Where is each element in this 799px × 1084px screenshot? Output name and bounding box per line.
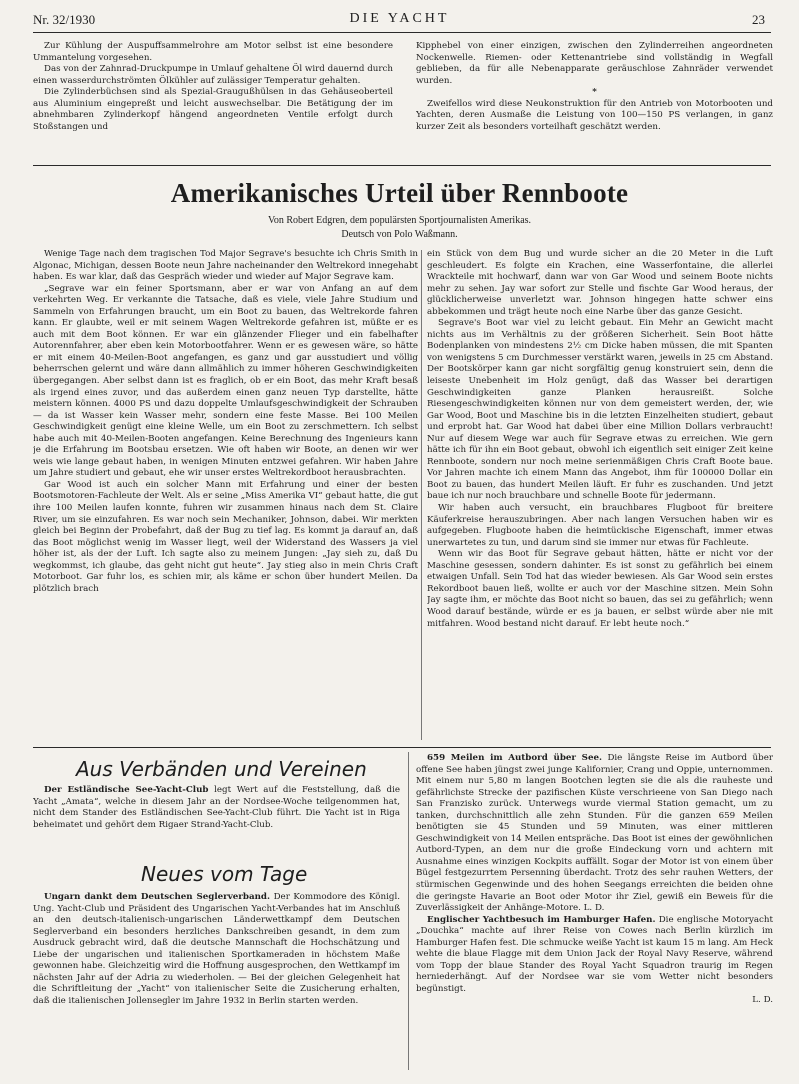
article-translator: Deutsch von Polo Waßmann. [341,229,458,240]
paragraph: „Segrave war ein feiner Sportsmann, aber er war von Anfang an auf dem verkehrten Weg. Er verkannte die Tatsache, daß es viele, viele Jahre Studium und Sammeln von Erfahrungen braucht, um ein Boot zu bauen, das Weltrekorde fahren kann. Er glaubte, weil er mit seinem Wagen Weltrekorde gefahren ist, müßte er es auch mit dem Boot können. Er war ein glänzender Flieger und ein fabelhafter Autorennfahrer, aber eben kein Motorbootfahrer. Wenn er es gewesen wäre, so hätte er mit einem 40-Meilen-Boot angefangen, es ganz und gar ausstudiert und völlig beherrschen gelernt und wäre dann allmählich zu immer höheren Geschwindigkeiten übergegangen. Aber selbst dann ist es fraglich, ob er ein Boot, das mehr Kraft besaß als irgend eines zuvor, und das außerdem einen ganz neuen Typ darstellte, hätte meistern können. 4000 PS und dazu doppelte Umlaufsgeschwindigkeit der Schrauben — da ist Wasser kein Wasser mehr, sondern eine feste Masse. Bei 100 Meilen Geschwindigkeit genügt eine kleine Welle, um ein Boot zu zerschmettern. Ich selbst habe auch mit 40-Meilen-Booten angefangen. Keine Berechnung des Ingenieurs kann je die Erfahrung im Bootsbau ersetzen. Wie oft haben wir Boote, an denen wir wer weis wie lange gebaut haben, in wenigen Minuten entzwei gefahren. Wir haben Jahre um Jahre studiert und gebaut, ehe wir unser erstes Weltrekordboot herausbrachten. [33,283,418,479]
article-left-column [33,249,418,743]
item-text: Der Kommodore des Königl. Ung. Yacht-Club und Präsident des Ungarischen Yacht-Verbandes hat im Anschluß an den deutsch-italienisch-ungarischen Länderwettkampf dem Deutschen Seglerverband ein besonders herzliches Dankschreiben gesandt, in dem zum Ausdruck gebracht wird, daß die deutsche Mannschaft die Hochschätzung und Liebe der ungarischen und italienischen Sportkameraden in höchstem Maße gewonnen habe. Gleichzeitig wird die Hoffnung ausgesprochen, den Wettkampf im nächsten Jahr auf der Adria zu wiederholen. — Bei der gleichen Gelegenheit hat die Schriftleitung der „Yacht“ von italienischer Seite die Zusicherung erhalten, daß die italienischen Jollensegler im Jahre 1932 in Berlin starten werden. [33,892,400,1006]
top-right-column [416,41,773,161]
item-text: Die längste Reise im Autbord über offene See haben jüngst zwei junge Kalifornier, Crang und Oppie, unternommen. Mit einem nur 5,80 m langen Bootchen legten sie die als die rauheste und gefährlichste Strecke der pazifischen Küste verschrieene von San Diego nach San Franzisko zurück. Unterwegs wurde viermal Station gemacht, um zu tanken, durchschnittlich alle zehn Stunden. Für die ganzen 659 Meilen benötigten sie 45 Stunden und 59 Minuten, was einer mittleren Geschwindigkeit von 14 Meilen entspräche. Das Boot ist eines der gewöhnlichen Autbord-Typen, an dem nur die große Eindeckung vorn und achtern mit Ausnahme eines winzigen Kockpits auffällt. Sogar der Motor ist von einem über Bügel festgezurrtem Persenning überdacht. Trotz des sehr rauhen Wetters, der stürmischen Gegenwinde und des hohen Seegangs erreichten die beiden ohne die geringste Havarie an Boot oder Motor ihr Ziel, gewiß ein Beweis für die Zuverlässigkeit der Anhänge-Motore. [416,753,773,914]
item-lead: 659 Meilen im Autbord über See. [427,753,603,763]
article-byline: Von Robert Edgren, dem populärsten Sportjournalisten Amerikas. [267,215,532,226]
paragraph: Wir haben auch versucht, ein brauchbares Flugboot für breitere Käuferkreise herauszubringen. Aber nach langen Versuchen haben wir es aufgegeben. Flugboote haben die heimtückische Eigenschaft, immer etwas unerwartetes zu tun, und darum sind sie immer nur etwas für Fachleute. [427,503,773,548]
neues-heading: Neues vom Tage [141,862,308,886]
verbaende-text [33,785,400,855]
header-rule [33,32,771,33]
paragraph: Das von der Zahnrad-Druckpumpe in Umlauf gehaltene Öl wird dauernd durch einen wasserdurchströmten Ölkühler auf zulässiger Temperatur gehalten. [33,64,393,86]
paragraph: Kipphebel von einer einzigen, zwischen den Zylinderreihen angeordneten Nockenwelle. Riemen- oder Kettenantriebe sind vollständig in Wegfall geblieben, da für alle Nebenapparate geräuschlose Zahnräder verwendet wurden. [416,41,773,86]
separator-star: * [592,87,597,98]
item-text: Die englische Motoryacht „Douchka“ machte auf ihrer Reise von Cowes nach Berlin kürzlich im Hamburger Hafen fest. Die schmucke weiße Yacht ist kaum 15 m lang. Am Heck wehte die blaue Flagge mit dem Union Jack der Royal Navy Reserve, während vom Topp der blaue Stander des Royal Yacht Squadron traurig im Regen herniederhängt. Auf der Nordsee war sie vom Wetter nicht besonders begünstigt. [416,914,773,994]
paragraph: Die Zylinderbüchsen sind als Spezial-Graugußhülsen in das Gehäuseoberteil aus Aluminium eingepreßt und leicht auswechselbar. Die Betätigung der im abnehmbaren Zylinderkopf hängend angeordneten Ventile erfolgt durch Stoßstangen und [33,87,393,132]
item-lead: Ungarn dankt dem Deutschen Seglerverband. [44,892,270,902]
paragraph: Gar Wood ist auch ein solcher Mann mit Erfahrung und einer der besten Bootsmotoren-Fachleute der Welt. Als er seine „Miss Amerika VI“ gebaut hatte, die gut ihre 100 Meilen laufen konnte, fuhren wir zusammen hinaus nach dem St. Claire River, um sie einzufahren. Es war noch sein Mechaniker, Johnson, dabei. Wir merkten gleich bei Beginn der Probefahrt, daß der Bug zu tief lag. Es kommt ja darauf an, daß das Boot möglichst wenig im Wasser liegt, weil der Widerstand des Wassers ja viel höher ist, als der der Luft. Ich sagte also zu meinem Jungen: „Jay sieh zu, daß Du wegkommst, ich glaube, das geht nicht gut heute“. Jay stieg also in mein Chris Craft Motorboot. Gar fuhr los, es schien mir, als käme er schon über hundert Meilen. Da plötzlich brach [33,479,418,594]
paragraph: Wenige Tage nach dem tragischen Tod Major Segrave's besuchte ich Chris Smith in Algonac, Michigan, dessen Boote neun Jahre nacheinander den Weltrekord innegehabt haben. Es war klar, daß das Gespräch wieder und wieder auf Major Segrave kam. [33,249,418,283]
paragraph: ein Stück von dem Bug und wurde sicher an die 20 Meter in die Luft geschleudert. Es folgte ein Krachen, eine Wasserfontaine, die allerlei Wrackteile mit hochwarf, dann war von Gar Wood und seinem Boote nichts mehr zu sehen. Jay war sofort zur Stelle und fischte Gar Wood heraus, der glücklicherweise unverletzt war. Johnson hingegen hatte schwer eins abbekommen und trägt heute noch eine Narbe über das ganze Gesicht. [427,249,773,317]
column-divider [408,752,409,1070]
paragraph: Zweifellos wird diese Neukonstruktion für den Antrieb von Motorbooten und Yachten, deren Ausmaße die Leistung von 100—150 PS verlangen, in ganz kurzer Zeit als besonders vorteilhaft geschätzt werden. [416,98,773,132]
column-divider [421,250,422,740]
item-text: legt Wert auf die Feststellung, daß die Yacht „Amata“, welche in diesem Jahr an der Nordsee-Woche teilgenommen hat, nicht dem Stander des Estländischen See-Yacht-Club führt. Die Yacht ist in Riga beheimatet und gehört dem Rigaer Strand-Yacht-Club. [33,785,400,830]
section-rule [33,165,771,166]
bottom-right-column [416,753,773,1075]
paragraph: Segrave's Boot war viel zu leicht gebaut. Ein Mehr an Gewicht macht nichts aus im Verhältnis zu der größeren Sicherheit. Sein Boot hätte Bodenplanken von mindestens 2½ cm Dicke haben müssen, die mit Spanten von wenigstens 5 cm Durchmesser verstärkt waren, jeweils in 25 cm Abstand. Der Bootskörper kann gar nicht sorgfältig genug konstruiert sein, denn die leiseste Unebenheit im Holz genügt, daß das Wasser bei derartigen Geschwindigkeiten ganze Planken herausreißt. Solche Riesengeschwindigkeiten können nur von dem gemeistert werden, der, wie Gar Wood, Boot und Maschine bis in die letzten Einzelheiten studiert, gebaut und erprobt hat. Gar Wood hat dabei über eine Million Dollars verbraucht! Nur auf diesem Wege war auch für Segrave etwas zu erreichen. Wie gern hätte ich für ihn ein Boot gebaut, obwohl ich eigentlich seit einiger Zeit keine Rennboote, sondern nur noch meine serienmäßigen Chris Craft Boote baue. Vor Jahren machte ich einem Mann das Angebot, ihm für 100000 Dollar ein Boot zu bauen, das hundert Meilen läuft. Er fuhr es zuschanden. Und jetzt baue ich nur noch brauchbare und schnelle Boote für jedermann. [427,318,773,502]
issue-number: Nr. 32/1930 [33,12,96,27]
item-signature: L. D. [752,995,773,1006]
paragraph: Wenn wir das Boot für Segrave gebaut hätten, hätte er nicht vor der Maschine gesessen, sondern dahinter. Es ist sonst zu gefährlich bei einem etwaigen Unfall. Sein Tod hat das wieder bewiesen. Als Gar Wood sein erstes Rekordboot bauen ließ, wollte er auch vor der Maschine sitzen. Mein Sohn Jay sagte ihm, er möchte das Boot nicht so bauen, das sei zu gefährlich; wenn Wood darauf bestände, würde er es ja bauen, er selbst würde aber nie mit mitfahren. Wood bestand nicht darauf. Er lebt heute noch.“ [427,549,773,629]
masthead: DIE YACHT [349,11,450,26]
item-signature: L. D. [583,903,605,914]
article-title: Amerikanisches Urteil über Rennboote [170,178,629,208]
section-rule [33,747,771,748]
paragraph: Zur Kühlung der Auspuffsammelrohre am Motor selbst ist eine besondere Ummantelung vorgesehen. [33,41,393,63]
verbaende-heading: Aus Verbänden und Vereinen [76,757,367,781]
neues-text [33,892,400,1072]
page-number: 23 [752,12,765,27]
top-left-column [33,41,393,161]
item-lead: Englischer Yachtbesuch im Hamburger Hafen. [427,914,656,925]
item-lead: Der Estländische See-Yacht-Club [44,785,209,795]
article-right-column [427,249,773,743]
